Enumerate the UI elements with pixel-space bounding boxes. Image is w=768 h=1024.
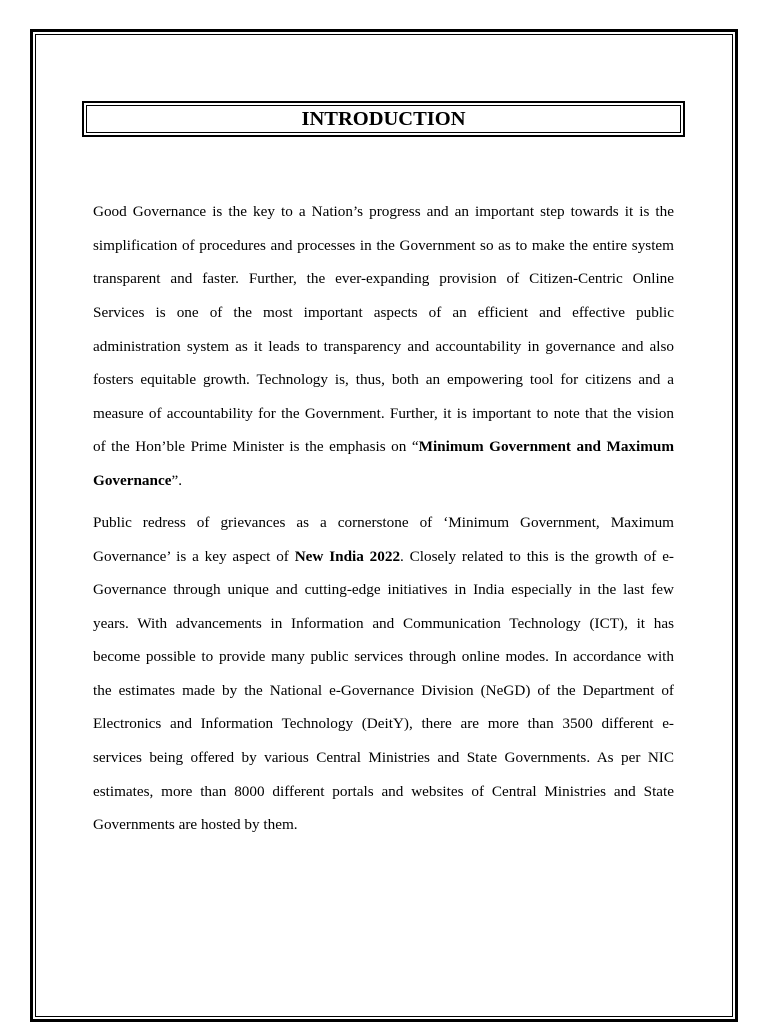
text-line [93,808,674,842]
bold-text-run: New India 2022 [294,547,401,565]
text-run: Good Governance is the key to a Nation’s progress and an important step towards it is the [93,203,674,221]
bold-text-run: Minimum Government and Maximum [418,438,674,456]
text-line [93,707,674,741]
text-line [93,506,674,540]
text-line [93,741,674,775]
text-run: measure of accountability for the Government. Further, it is important to note that the vision [93,404,674,422]
text-run: Governance through unique and cutting-edge initiatives in India especially in the last few [93,581,674,599]
title-box-inner [86,105,681,133]
text-run: the estimates made by the National e-Governance Division (NeGD) of the Department of [93,681,674,699]
text-run: simplification of procedures and processes in the Government so as to make the entire system [93,236,674,254]
text-run: Governments are hosted by them. [93,816,298,834]
text-line [93,397,674,431]
text-line [93,464,674,498]
text-line [93,363,674,397]
text-line [93,195,674,229]
text-run: estimates, more than 8000 different portals and websites of Central Ministries and State [93,782,674,800]
text-line [93,540,674,574]
text-run: years. With advancements in Information and Communication Technology (ICT), it has [93,614,674,632]
text-run: Governance’ is a key aspect of [93,547,295,565]
text-run: ”. [171,471,182,489]
text-line [93,330,674,364]
text-run: Public redress of grievances as a cornerstone of ‘Minimum Government, Maximum [93,513,674,531]
text-run: administration system as it leads to transparency and accountability in governance and also [93,337,674,355]
text-line [93,775,674,809]
text-run: fosters equitable growth. Technology is, thus, both an empowering tool for citizens and a [93,371,674,389]
paragraph-1 [93,195,674,497]
text-run: become possible to provide many public services through online modes. In accordance with [93,648,674,666]
text-line [93,262,674,296]
page-title: INTRODUCTION [301,107,466,130]
text-run: of the Hon’ble Prime Minister is the emphasis on “ [93,438,419,456]
title-box [82,101,685,137]
text-line [93,607,674,641]
text-run: Services is one of the most important aspects of an efficient and effective public [93,303,674,321]
text-line [93,229,674,263]
bold-text-run: Governance [93,471,172,489]
text-run: transparent and faster. Further, the ever-expanding provision of Citizen-Centric Online [93,270,674,288]
text-line [93,430,674,464]
text-run: . Closely related to this is the growth of e- [400,547,674,565]
text-run: services being offered by various Central Ministries and State Governments. As per NIC [93,749,674,767]
text-run: Electronics and Information Technology (DeitY), there are more than 3500 different e- [93,715,674,733]
paragraph-2 [93,506,674,842]
text-line [93,674,674,708]
text-line [93,296,674,330]
text-line [93,573,674,607]
text-line [93,640,674,674]
body-text [93,195,674,842]
